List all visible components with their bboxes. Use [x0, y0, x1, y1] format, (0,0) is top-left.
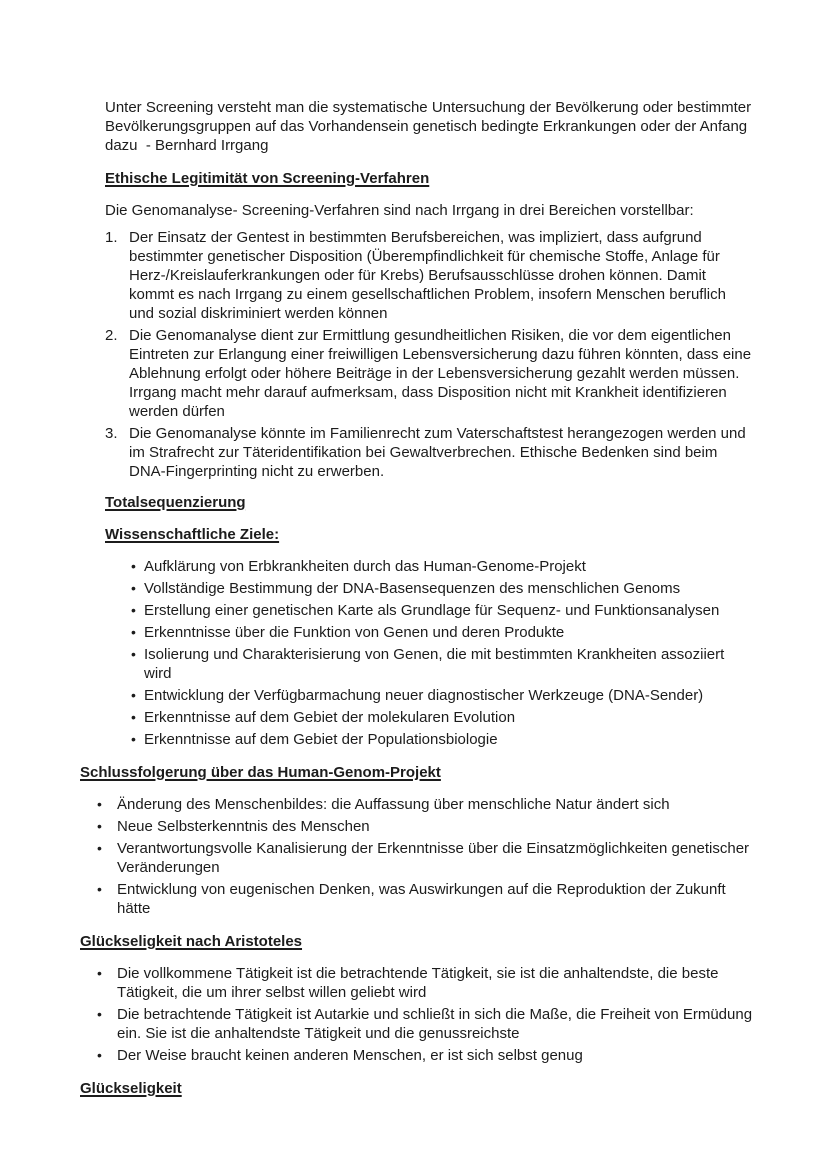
numbered-item-text: Die Genomanalyse könnte im Familienrecht zum Vaterschaftstest herangezogen werden und im Strafrecht zur Täteridentifikation bei Gewaltverbrechen. Ethische Bedenken sind beim DNA-Fingerprinting nicht zu erwerben.	[129, 425, 746, 480]
glueckseligkeit-section	[80, 1079, 755, 1098]
list-item-text: Der Weise braucht keinen anderen Menschen, er ist sich selbst genug	[117, 1047, 583, 1064]
bullet-marker: •	[97, 881, 102, 897]
list-item-text: Verantwortungsvolle Kanalisierung der Erkenntnisse über die Einsatzmöglichkeiten genetischer Veränderungen	[117, 840, 750, 876]
list-item	[97, 839, 755, 877]
numbered-item-2	[105, 326, 755, 421]
schlussfolgerung-section	[80, 763, 755, 918]
list-item-text: Die vollkommene Tätigkeit ist die betrachtende Tätigkeit, sie ist die anhaltendste, die beste Tätigkeit, die um ihrer selbst willen geliebt wird	[117, 965, 719, 1001]
list-item	[97, 964, 755, 1002]
list-item	[97, 817, 755, 836]
numbered-item-marker: 3.	[105, 425, 118, 442]
list-item-text: Änderung des Menschenbildes: die Auffassung über menschliche Natur ändert sich	[117, 796, 670, 813]
numbered-item-marker: 2.	[105, 327, 118, 344]
bullet-marker: •	[131, 709, 136, 725]
list-item	[97, 1046, 755, 1065]
list-item-text: Isolierung und Charakterisierung von Genen, die mit bestimmten Krankheiten assoziiert wird	[144, 646, 725, 682]
ziele-bullet-list	[105, 557, 755, 749]
list-item-text: Die betrachtende Tätigkeit ist Autarkie und schließt in sich die Maße, die Freiheit von Ermüdung ein. Sie ist die anhaltendste Tätigkeit und die genussreichste	[117, 1006, 753, 1042]
list-item	[97, 795, 755, 814]
list-item	[131, 730, 755, 749]
genomanalyse-lead-paragraph: Die Genomanalyse- Screening-Verfahren sind nach Irrgang in drei Bereichen vorstellbar:	[105, 202, 694, 219]
aristoteles-bullet-list	[80, 964, 755, 1065]
list-item	[131, 686, 755, 705]
schlussfolgerung-bullet-list	[80, 795, 755, 918]
bullet-marker: •	[131, 687, 136, 703]
list-item-text: Vollständige Bestimmung der DNA-Basensequenzen des menschlichen Genoms	[144, 580, 681, 597]
bullet-marker: •	[131, 646, 136, 662]
list-item	[131, 645, 755, 683]
numbered-item-text: Die Genomanalyse dient zur Ermittlung gesundheitlichen Risiken, die vor dem eigentlichen Eintreten zur Erlangung einer freiwilligen Lebensversicherung dazu führen könnten, dass eine Ablehnung erfolgt oder höhere Beiträge in der Lebensversicherung gezahlt werden müssen. Irrgang macht mehr darauf aufmerksam, dass Disposition nicht mit Krankheit identifizieren werden dürfen	[129, 327, 752, 420]
heading-wissenschaftliche-ziele: Wissenschaftliche Ziele:	[105, 526, 280, 543]
list-item-text: Neue Selbsterkenntnis des Menschen	[117, 818, 370, 835]
heading-glueckseligkeit-aristoteles: Glückseligkeit nach Aristoteles	[80, 933, 303, 950]
list-item	[97, 880, 755, 918]
list-item-text: Erkenntnisse auf dem Gebiet der Populationsbiologie	[144, 731, 498, 748]
bullet-marker: •	[131, 580, 136, 596]
bullet-marker: •	[97, 1047, 102, 1063]
numbered-item-marker: 1.	[105, 229, 118, 246]
list-item	[97, 1005, 755, 1043]
aristoteles-section	[80, 932, 755, 1065]
numbered-item-3	[105, 424, 755, 481]
numbered-item-text: Der Einsatz der Gentest in bestimmten Berufsbereichen, was impliziert, dass aufgrund bestimmter genetischer Disposition (Überempfindlichkeit für chemische Stoffe, Anlage für Herz-/Kreislauferkrankungen oder für Krebs) Berufsausschlüsse drohen können. Damit kommt es nach Irrgang zu einem gesellschaftlichen Problem, insofern Menschen beruflich und sozial diskriminiert werden können	[129, 229, 726, 322]
list-item-text: Entwicklung der Verfügbarmachung neuer diagnostischer Werkzeuge (DNA-Sender)	[144, 687, 704, 704]
bullet-marker: •	[131, 624, 136, 640]
list-item	[131, 623, 755, 642]
bullet-marker: •	[97, 796, 102, 812]
bullet-marker: •	[131, 731, 136, 747]
list-item-text: Erstellung einer genetischen Karte als Grundlage für Sequenz- und Funktionsanalysen	[144, 602, 720, 619]
list-item-text: Entwicklung von eugenischen Denken, was Auswirkungen auf die Reproduktion der Zukunft hätte	[117, 881, 726, 917]
numbered-list	[105, 228, 755, 481]
intro-paragraph: Unter Screening versteht man die systematische Untersuchung der Bevölkerung oder bestimmter Bevölkerungsgruppen auf das Vorhandensein genetisch bedingte Erkrankungen oder der Anfang dazu - Bernhard Irrgang	[105, 99, 756, 154]
heading-totalsequenzierung: Totalsequenzierung	[105, 494, 246, 511]
heading-ethische-legitimitaet: Ethische Legitimität von Screening-Verfahren	[105, 170, 430, 187]
heading-schlussfolgerung: Schlussfolgerung über das Human-Genom-Projekt	[80, 764, 441, 781]
bullet-marker: •	[97, 1006, 102, 1022]
heading-glueckseligkeit: Glückseligkeit	[80, 1080, 182, 1097]
list-item-text: Erkenntnisse auf dem Gebiet der molekularen Evolution	[144, 709, 516, 726]
list-item	[131, 579, 755, 598]
bullet-marker: •	[97, 965, 102, 981]
bullet-marker: •	[97, 818, 102, 834]
list-item	[131, 557, 755, 576]
bullet-marker: •	[131, 558, 136, 574]
list-item-text: Aufklärung von Erbkrankheiten durch das Human-Genome-Projekt	[144, 558, 586, 575]
list-item	[131, 708, 755, 727]
bullet-marker: •	[97, 840, 102, 856]
list-item	[131, 601, 755, 620]
numbered-item-1	[105, 228, 755, 323]
bullet-marker: •	[131, 602, 136, 618]
list-item-text: Erkenntnisse über die Funktion von Genen und deren Produkte	[144, 624, 565, 641]
